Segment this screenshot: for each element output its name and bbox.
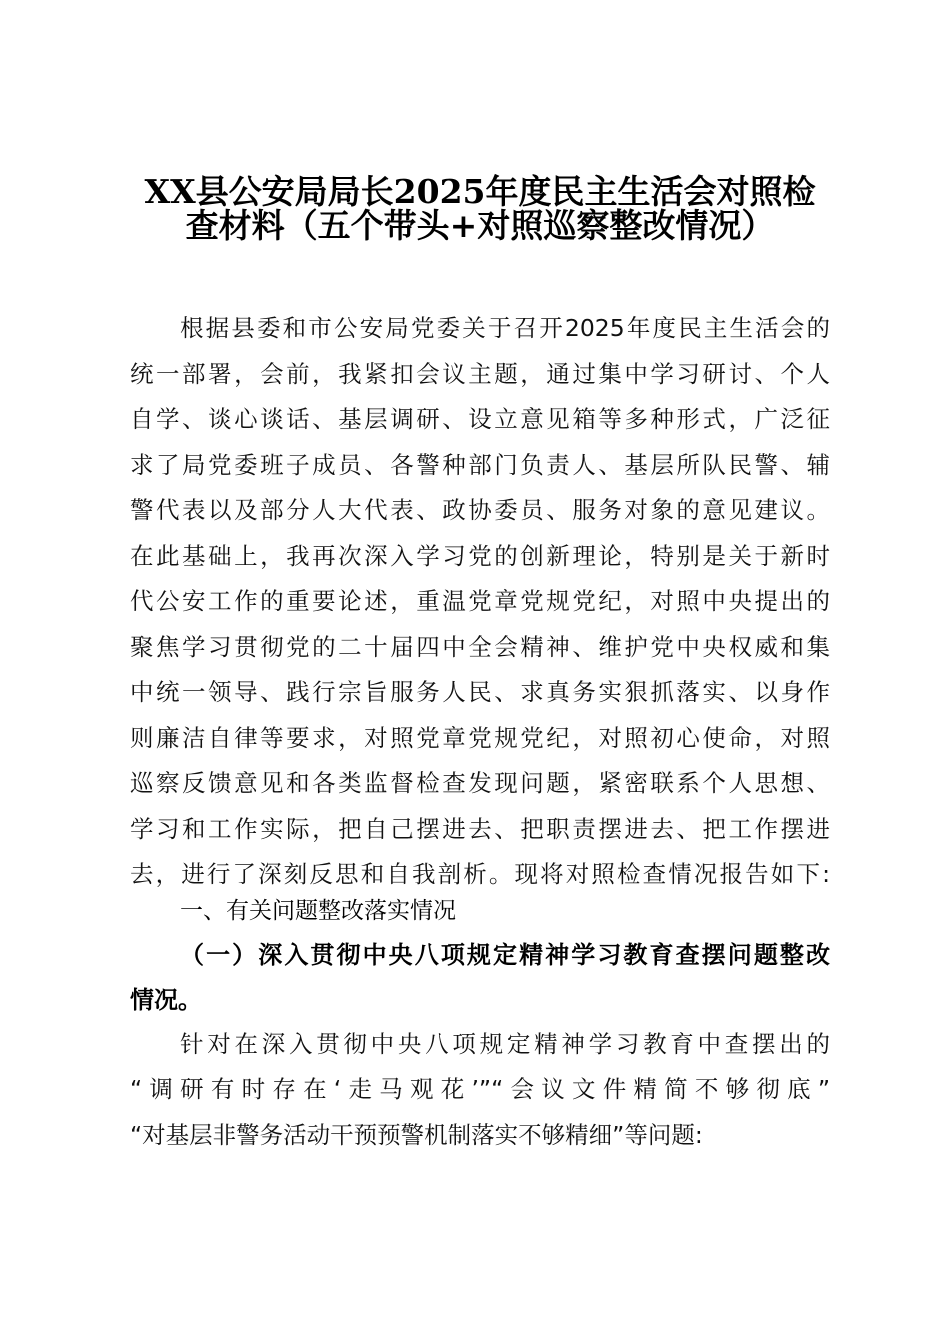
intro-line: 代公安工作的重要论述，重温党章党规党纪，对照中央提出的 — [130, 587, 830, 615]
document-title-line-1: XX县公安局局长2025年度民主生活会对照检 — [144, 172, 816, 211]
intro-line: 自学、谈心谈话、基层调研、设立意见箱等多种形式，广泛征 — [130, 405, 830, 433]
intro-line: 去，进行了深刻反思和自我剖析。现将对照检查情况报告如下: — [130, 860, 830, 888]
body-line: 针对在深入贯彻中央八项规定精神学习教育中查摆出的 — [180, 1030, 830, 1058]
body-line: “调研有时存在‘走马观花’”“会议文件精简不够彻底” — [130, 1075, 830, 1103]
section-heading: 一、有关问题整改落实情况 — [180, 898, 456, 924]
intro-line: 中统一领导、践行宗旨服务人民、求真务实狠抓落实、以身作 — [130, 678, 830, 706]
subsection-heading-line-1: （一）深入贯彻中央八项规定精神学习教育查摆问题整改 — [180, 940, 830, 969]
document-title-line-2: 查材料（五个带头+对照巡察整改情况） — [185, 206, 775, 245]
intro-line: 求了局党委班子成员、各警种部门负责人、基层所队民警、辅 — [130, 451, 830, 479]
intro-line: 根据县委和市公安局党委关于召开2025年度民主生活会的 — [180, 314, 830, 342]
intro-line: 学习和工作实际，把自己摆进去、把职责摆进去、把工作摆进 — [130, 815, 830, 843]
body-line: “对基层非警务活动干预预警机制落实不够精细”等问题: — [130, 1121, 703, 1149]
intro-line: 统一部署，会前，我紧扣会议主题，通过集中学习研讨、个人 — [130, 360, 830, 388]
intro-line: 聚焦学习贯彻党的二十届四中全会精神、维护党中央权威和集 — [130, 633, 830, 661]
subsection-heading-line-2: 情况。 — [130, 985, 202, 1014]
intro-line: 警代表以及部分人大代表、政协委员、服务对象的意见建议。 — [130, 496, 830, 524]
intro-line: 则廉洁自律等要求，对照党章党规党纪，对照初心使命，对照 — [130, 724, 830, 752]
intro-line: 在此基础上，我再次深入学习党的创新理论，特别是关于新时 — [130, 542, 830, 570]
intro-line: 巡察反馈意见和各类监督检查发现问题，紧密联系个人思想、 — [130, 769, 830, 797]
